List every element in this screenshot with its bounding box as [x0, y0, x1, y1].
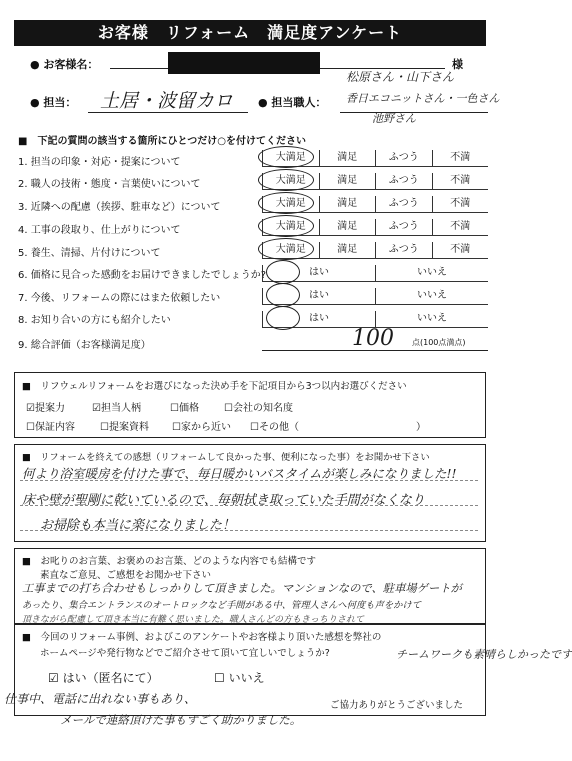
reason-nearby[interactable]	[172, 418, 231, 433]
publish-title-1: ■ 今回のリフォーム事例、およびこのアンケートやお客様より頂いた感想を弊社の	[22, 632, 382, 643]
option-yes[interactable]: はい	[262, 265, 375, 281]
feedback-1-line-3: お掃除も本当に楽になりました！	[40, 518, 236, 533]
option-no[interactable]: いいえ	[375, 311, 488, 327]
reason-label: 価格	[178, 403, 199, 414]
option-very-satisfied[interactable]: 大満足	[262, 242, 319, 258]
bottom-note-line-2: メールで連絡頂けた事もすごく助かりました。	[60, 713, 302, 727]
question-3: 3. 近隣への配慮（挨拶、駐車など）について	[18, 202, 221, 213]
question-5: 5. 養生、清掃、片付けについて	[18, 248, 161, 259]
option-average[interactable]: ふつう	[375, 242, 432, 258]
checkbox-checked-icon: ☑	[92, 403, 101, 414]
option-satisfied[interactable]: 満足	[319, 219, 376, 235]
reason-label: 保証内容	[34, 422, 75, 433]
question-4: 4. 工事の段取り、仕上がりについて	[18, 225, 181, 236]
option-satisfied[interactable]: 満足	[319, 196, 376, 212]
checkbox-checked-icon: ☑	[48, 671, 63, 685]
option-very-satisfied[interactable]: 大満足	[262, 196, 319, 212]
option-yes[interactable]: はい	[262, 311, 375, 327]
option-average[interactable]: ふつう	[375, 150, 432, 166]
feedback-2-title-2: 素直なご意見、ご感想をお聞かせ下さい	[40, 570, 212, 581]
selected-mark-7	[266, 283, 300, 307]
redacted-name	[168, 52, 320, 74]
question-8: 8. お知り合いの方にも紹介したい	[18, 315, 171, 326]
option-satisfied[interactable]: 満足	[319, 150, 376, 166]
checkbox-icon: ☐	[224, 403, 233, 414]
option-no[interactable]: いいえ	[375, 288, 488, 304]
feedback-2-line-2: あったり、集合エントランスのオートロックなど手間がある中、管理人さんへ何度も声をかけて	[22, 600, 422, 611]
feedback-2-line-3: 頂きながら配慮して頂き本当に有難く思いました。職人さんどの方もきっちりされて	[22, 615, 365, 625]
craftsmen-label: ● 担当職人：	[258, 96, 327, 109]
reason-price[interactable]	[170, 399, 199, 414]
selected-mark-2	[258, 169, 314, 191]
option-yes[interactable]: はい	[262, 288, 375, 304]
selected-mark-3	[258, 192, 314, 214]
question-6: 6. 価格に見合った感動をお届けできましたでしょうか?	[18, 270, 267, 281]
feedback-2-line-1: 工事までの打ち合わせもしっかりして頂きました。マンションなので、駐車場ゲートが	[22, 582, 462, 595]
reason-warranty[interactable]	[26, 418, 75, 433]
reason-label: 会社の知名度	[232, 403, 293, 414]
question-7: 7. 今後、リフォームの際にはまた依頼したい	[18, 293, 221, 304]
selected-mark-8	[266, 306, 300, 330]
craftsmen-value-2: 香日エコニットさん・一色さん	[346, 92, 500, 105]
feedback-2-side-note: チームワークも素晴らしかったです	[396, 648, 572, 661]
selected-mark-6	[266, 260, 300, 284]
publish-yes-label: はい（匿名にて）	[62, 671, 159, 685]
reason-proposal[interactable]	[26, 399, 65, 414]
checkbox-icon: ☐	[172, 422, 181, 433]
feedback-1-line-2: 床や壁が聖剛に乾いているので、毎朝拭き取っていた手間がなくなり	[22, 493, 425, 508]
staff-line	[88, 112, 248, 113]
craftsmen-value-3: 池野さん	[372, 112, 416, 125]
question-2: 2. 職人の技術・態度・言葉使いについて	[18, 179, 201, 190]
selected-mark-1	[258, 146, 314, 168]
option-dissatisfied[interactable]: 不満	[432, 173, 489, 189]
option-average[interactable]: ふつう	[375, 196, 432, 212]
option-dissatisfied[interactable]: 不満	[432, 150, 489, 166]
option-satisfied[interactable]: 満足	[319, 173, 376, 189]
checkbox-icon: ☐	[250, 422, 259, 433]
score-unit: 点(100点満点)	[412, 338, 466, 347]
option-average[interactable]: ふつう	[375, 219, 432, 235]
reason-other-close: ）	[416, 422, 426, 433]
selected-mark-5	[258, 238, 314, 260]
feedback-1-line-1: 何より浴室暖房を付けた事で、毎日暖かいバスタイムが楽しみになりました!!	[22, 466, 457, 481]
reason-materials[interactable]	[100, 418, 149, 433]
option-dissatisfied[interactable]: 不満	[432, 196, 489, 212]
questions-header: ■ 下記の質問の該当する箇所にひとつだけ○を付けてください	[18, 136, 306, 147]
reason-staff-personality[interactable]	[92, 399, 141, 414]
option-very-satisfied[interactable]: 大満足	[262, 150, 319, 166]
publish-yes-option[interactable]	[48, 669, 159, 686]
option-dissatisfied[interactable]: 不満	[432, 219, 489, 235]
checkbox-icon: ☐	[100, 422, 109, 433]
option-average[interactable]: ふつう	[375, 173, 432, 189]
publish-no-label: いいえ	[228, 671, 265, 685]
publish-title-2: ホームページや発行物などでご紹介させて頂いて宜しいでしょうか?	[40, 648, 330, 659]
question-9: 9. 総合評価（お客様満足度）	[18, 340, 151, 351]
reason-reputation[interactable]	[224, 399, 293, 414]
checkbox-checked-icon: ☑	[26, 403, 35, 414]
option-no[interactable]: いいえ	[375, 265, 488, 281]
reason-label: 提案資料	[108, 422, 149, 433]
question-1: 1. 担当の印象・対応・提案について	[18, 157, 181, 168]
staff-label: ● 担当：	[30, 96, 77, 109]
customer-suffix: 様	[452, 58, 463, 71]
customer-name-label: ● お客様名：	[30, 58, 99, 71]
option-dissatisfied[interactable]: 不満	[432, 242, 489, 258]
score-value: 100	[352, 326, 394, 351]
reason-label: 担当人柄	[100, 403, 141, 414]
option-very-satisfied[interactable]: 大満足	[262, 219, 319, 235]
checkbox-icon: ☐	[26, 422, 35, 433]
checkbox-icon: ☐	[170, 403, 179, 414]
staff-value: 土居・波留カロ	[100, 90, 234, 112]
option-very-satisfied[interactable]: 大満足	[262, 173, 319, 189]
reason-label: その他（	[258, 422, 299, 433]
feedback-2-title-1: ■ お叱りのお言葉、お褒めのお言葉、どのような内容でも結構です	[22, 556, 316, 567]
feedback-1-title: ■ リフォームを終えての感想（リフォームして良かった事、便利になった事）をお聞かせ下さい	[22, 452, 430, 463]
reason-other[interactable]	[250, 418, 299, 433]
option-satisfied[interactable]: 満足	[319, 242, 376, 258]
thanks-text: ご協力ありがとうございました	[330, 700, 464, 711]
reason-label: 家から近い	[180, 422, 231, 433]
craftsmen-value-1: 松原さん・山下さん	[346, 70, 455, 84]
reason-label: 提案力	[34, 403, 65, 414]
checkbox-icon: ☐	[214, 671, 229, 685]
survey-title: お客様 リフォーム 満足度アンケート	[14, 20, 486, 46]
selected-mark-4	[258, 215, 314, 237]
publish-no-option[interactable]	[214, 669, 265, 686]
bottom-note-line-1: 仕事中、電話に出れない事もあり、	[4, 692, 197, 706]
craftsmen-line	[340, 112, 488, 113]
reasons-title: ■ リフウェルリフォームをお選びになった決め手を下記項目から3つ以内お選びください	[22, 381, 407, 392]
